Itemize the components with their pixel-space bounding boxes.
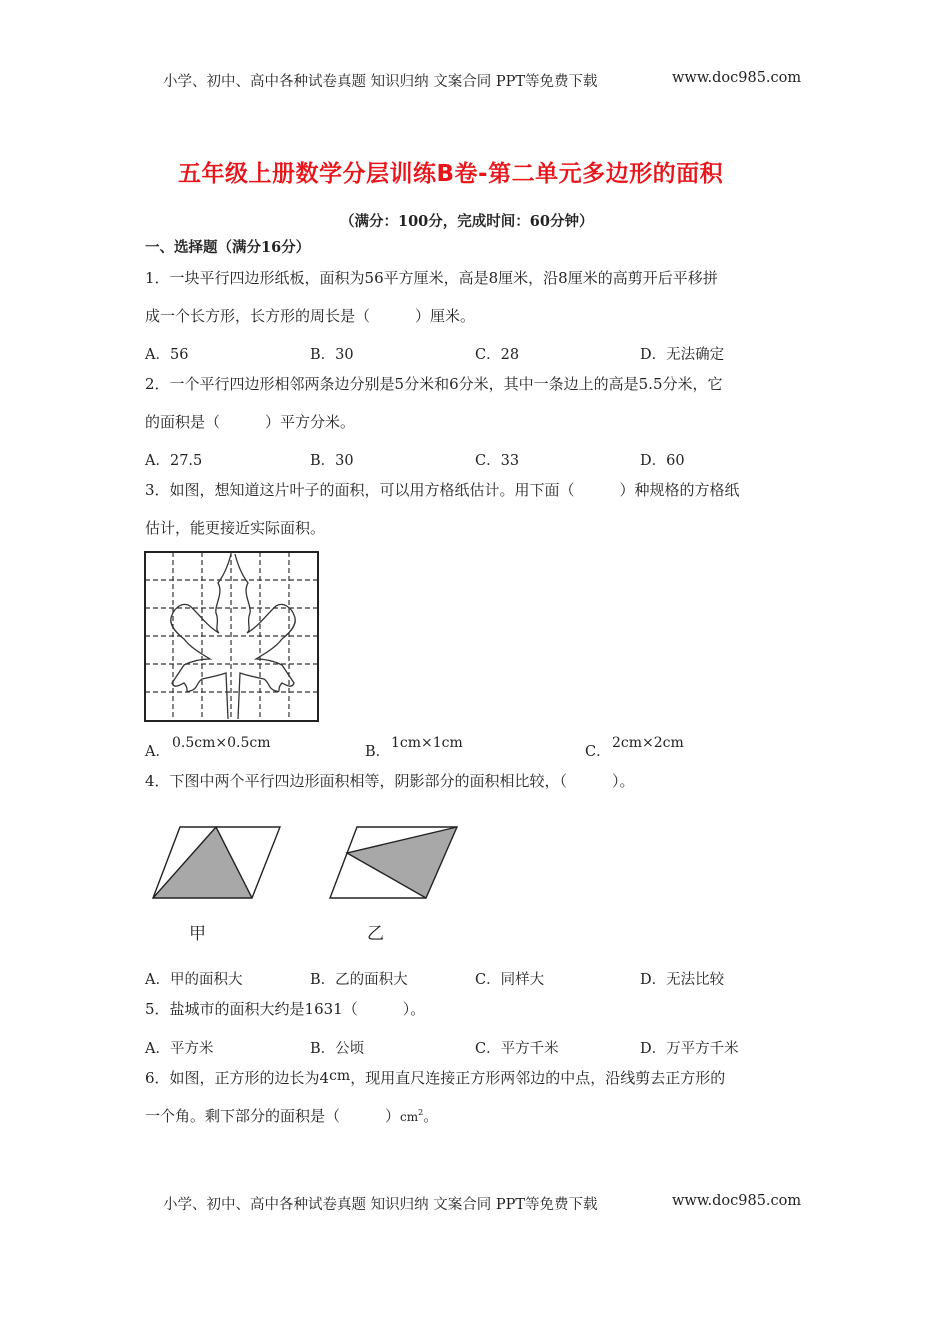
q2-line2: 的面积是（ ）平方分米。: [145, 413, 356, 431]
q5-line1: 5．盐城市的面积大约是1631（ ）。: [145, 1000, 426, 1018]
label-yi: 乙: [367, 924, 384, 944]
q1-option-c[interactable]: C．28: [475, 347, 520, 363]
q6-unit-cm2: cm: [400, 1110, 419, 1124]
q6-text-a: 6．如图，正方形的边长为4: [145, 1069, 330, 1087]
q1-line2: 成一个长方形，长方形的周长是（ ）厘米。: [145, 307, 476, 325]
q2-option-d[interactable]: D．60: [640, 453, 685, 469]
q1-line1: 1．一块平行四边形纸板，面积为56平方厘米，高是8厘米，沿8厘米的高剪开后平移拼: [145, 269, 718, 287]
q6-text-c: 一个角。剩下部分的面积是（ ）: [145, 1107, 401, 1125]
q2-line1: 2．一个平行四边形相邻两条边分别是5分米和6分米，其中一条边上的高是5.5分米，它: [145, 375, 723, 393]
q3-option-b-value[interactable]: 1cm×1cm: [391, 735, 463, 751]
grid-dashed-lines: [145, 552, 318, 721]
q3-option-c-value[interactable]: 2cm×2cm: [612, 735, 684, 751]
page-title: 五年级上册数学分层训练B卷-第二单元多边形的面积: [178, 161, 724, 187]
q3-option-a-letter[interactable]: A．: [145, 744, 170, 760]
q3-line1: 3．如图，想知道这片叶子的面积，可以用方格纸估计。用下面（ ）种规格的方格纸: [145, 481, 740, 499]
q1-option-a[interactable]: A．56: [145, 347, 189, 363]
q5-option-a[interactable]: A．平方米: [145, 1041, 214, 1057]
q5-option-c[interactable]: C．平方千米: [475, 1041, 559, 1057]
q6-text-b: ，现用直尺连接正方形两邻边的中点，沿线剪去正方形的: [350, 1069, 726, 1087]
q4-option-a[interactable]: A．甲的面积大: [145, 972, 243, 988]
header-url[interactable]: www.doc985.com: [672, 70, 802, 86]
header-text: 小学、初中、高中各种试卷真题 知识归纳 文案合同 PPT等免费下载: [163, 74, 598, 90]
label-jia: 甲: [189, 924, 206, 944]
q3-line2: 估计，能更接近实际面积。: [145, 519, 326, 537]
parallelogram-jia-figure: [150, 822, 284, 904]
q6-line1: [145, 1068, 726, 1087]
q2-option-c[interactable]: C．33: [475, 453, 520, 469]
q2-option-a[interactable]: A．27.5: [145, 453, 203, 469]
q2-option-b[interactable]: B．30: [310, 453, 354, 469]
q6-unit-cm: cm: [329, 1068, 351, 1084]
q3-option-b-letter[interactable]: B．: [365, 744, 391, 760]
leaf-grid-figure: [144, 551, 319, 722]
shaded-triangle-jia: [153, 827, 252, 898]
footer-text: 小学、初中、高中各种试卷真题 知识归纳 文案合同 PPT等免费下载: [163, 1197, 598, 1213]
subtitle: （满分：100分，完成时间：60分钟）: [340, 213, 594, 230]
q4-option-d[interactable]: D．无法比较: [640, 972, 725, 988]
footer-url[interactable]: www.doc985.com: [672, 1193, 802, 1209]
section-heading: 一、选择题（满分16分）: [145, 239, 311, 256]
q4-option-b[interactable]: B．乙的面积大: [310, 972, 408, 988]
q1-option-d[interactable]: D．无法确定: [640, 347, 725, 363]
q4-line1: 4．下图中两个平行四边形面积相等，阴影部分的面积相比较，（ ）。: [145, 772, 635, 790]
q6-line2: [145, 1109, 438, 1124]
q3-option-c-letter[interactable]: C．: [585, 744, 611, 760]
q1-option-b[interactable]: B．30: [310, 347, 354, 363]
q3-option-a-value[interactable]: 0.5cm×0.5cm: [172, 735, 271, 751]
q5-option-b[interactable]: B．公顷: [310, 1041, 365, 1057]
parallelogram-yi-figure: [327, 822, 461, 904]
q6-text-d: 。: [423, 1107, 439, 1125]
q6-unit-sup: 2: [418, 1108, 424, 1117]
q4-option-c[interactable]: C．同样大: [475, 972, 545, 988]
q5-option-d[interactable]: D．万平方千米: [640, 1041, 739, 1057]
